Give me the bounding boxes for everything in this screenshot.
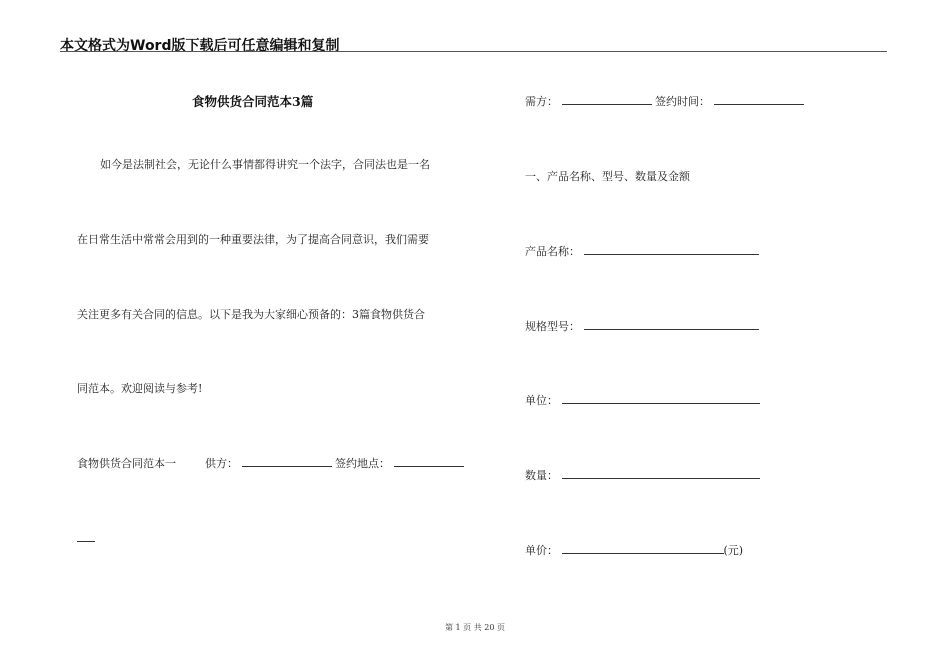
buyer-label: 需方： bbox=[525, 95, 558, 108]
document-header-title: 本文格式为Word版下载后可任意编辑和复制 bbox=[60, 38, 340, 54]
spec-blank bbox=[584, 318, 759, 330]
product-name-line bbox=[525, 243, 759, 259]
product-name-blank bbox=[584, 243, 759, 255]
quantity-label: 数量： bbox=[525, 469, 558, 482]
intro-line-1: 如今是法制社会，无论什么事情都得讲究一个法字，合同法也是一名 bbox=[100, 158, 430, 171]
intro-line-2: 在日常生活中常常会用到的一种重要法律，为了提高合同意识，我们需要 bbox=[77, 233, 429, 246]
product-name-label: 产品名称： bbox=[525, 245, 580, 258]
spec-label: 规格型号： bbox=[525, 320, 580, 333]
quantity-blank bbox=[562, 467, 760, 479]
unit-label: 单位： bbox=[525, 394, 558, 407]
supplier-label: 供方： bbox=[205, 457, 238, 470]
unit-blank bbox=[562, 392, 760, 404]
sign-place-blank-continued bbox=[77, 530, 95, 542]
unit-price-line bbox=[525, 542, 743, 558]
unit-line bbox=[525, 392, 760, 408]
buyer-blank bbox=[562, 93, 652, 105]
sign-place-continuation bbox=[77, 530, 95, 545]
contract-one-line bbox=[77, 455, 464, 471]
section-heading: 一、产品名称、型号、数量及金额 bbox=[525, 170, 690, 183]
header-divider bbox=[60, 51, 887, 52]
sign-place-blank bbox=[394, 455, 464, 467]
sign-time-label: 签约时间： bbox=[655, 95, 710, 108]
quantity-line bbox=[525, 467, 760, 483]
sign-time-blank bbox=[714, 93, 804, 105]
spec-line bbox=[525, 318, 759, 334]
unit-price-label: 单价： bbox=[525, 544, 558, 557]
sign-place-label: 签约地点： bbox=[335, 457, 390, 470]
contract-heading: 食物供货合同范本一 bbox=[77, 457, 176, 470]
intro-line-3: 关注更多有关合同的信息。以下是我为大家细心预备的：3篇食物供货合 bbox=[77, 308, 425, 321]
page-number: 第 1 页 共 20 页 bbox=[445, 623, 505, 632]
document-title: 食物供货合同范本3篇 bbox=[192, 94, 314, 109]
unit-price-blank bbox=[562, 542, 724, 554]
supplier-blank bbox=[242, 455, 332, 467]
unit-price-suffix: (元) bbox=[723, 544, 744, 557]
buyer-line bbox=[525, 93, 804, 109]
intro-line-4: 同范本。欢迎阅读与参考! bbox=[77, 382, 203, 395]
